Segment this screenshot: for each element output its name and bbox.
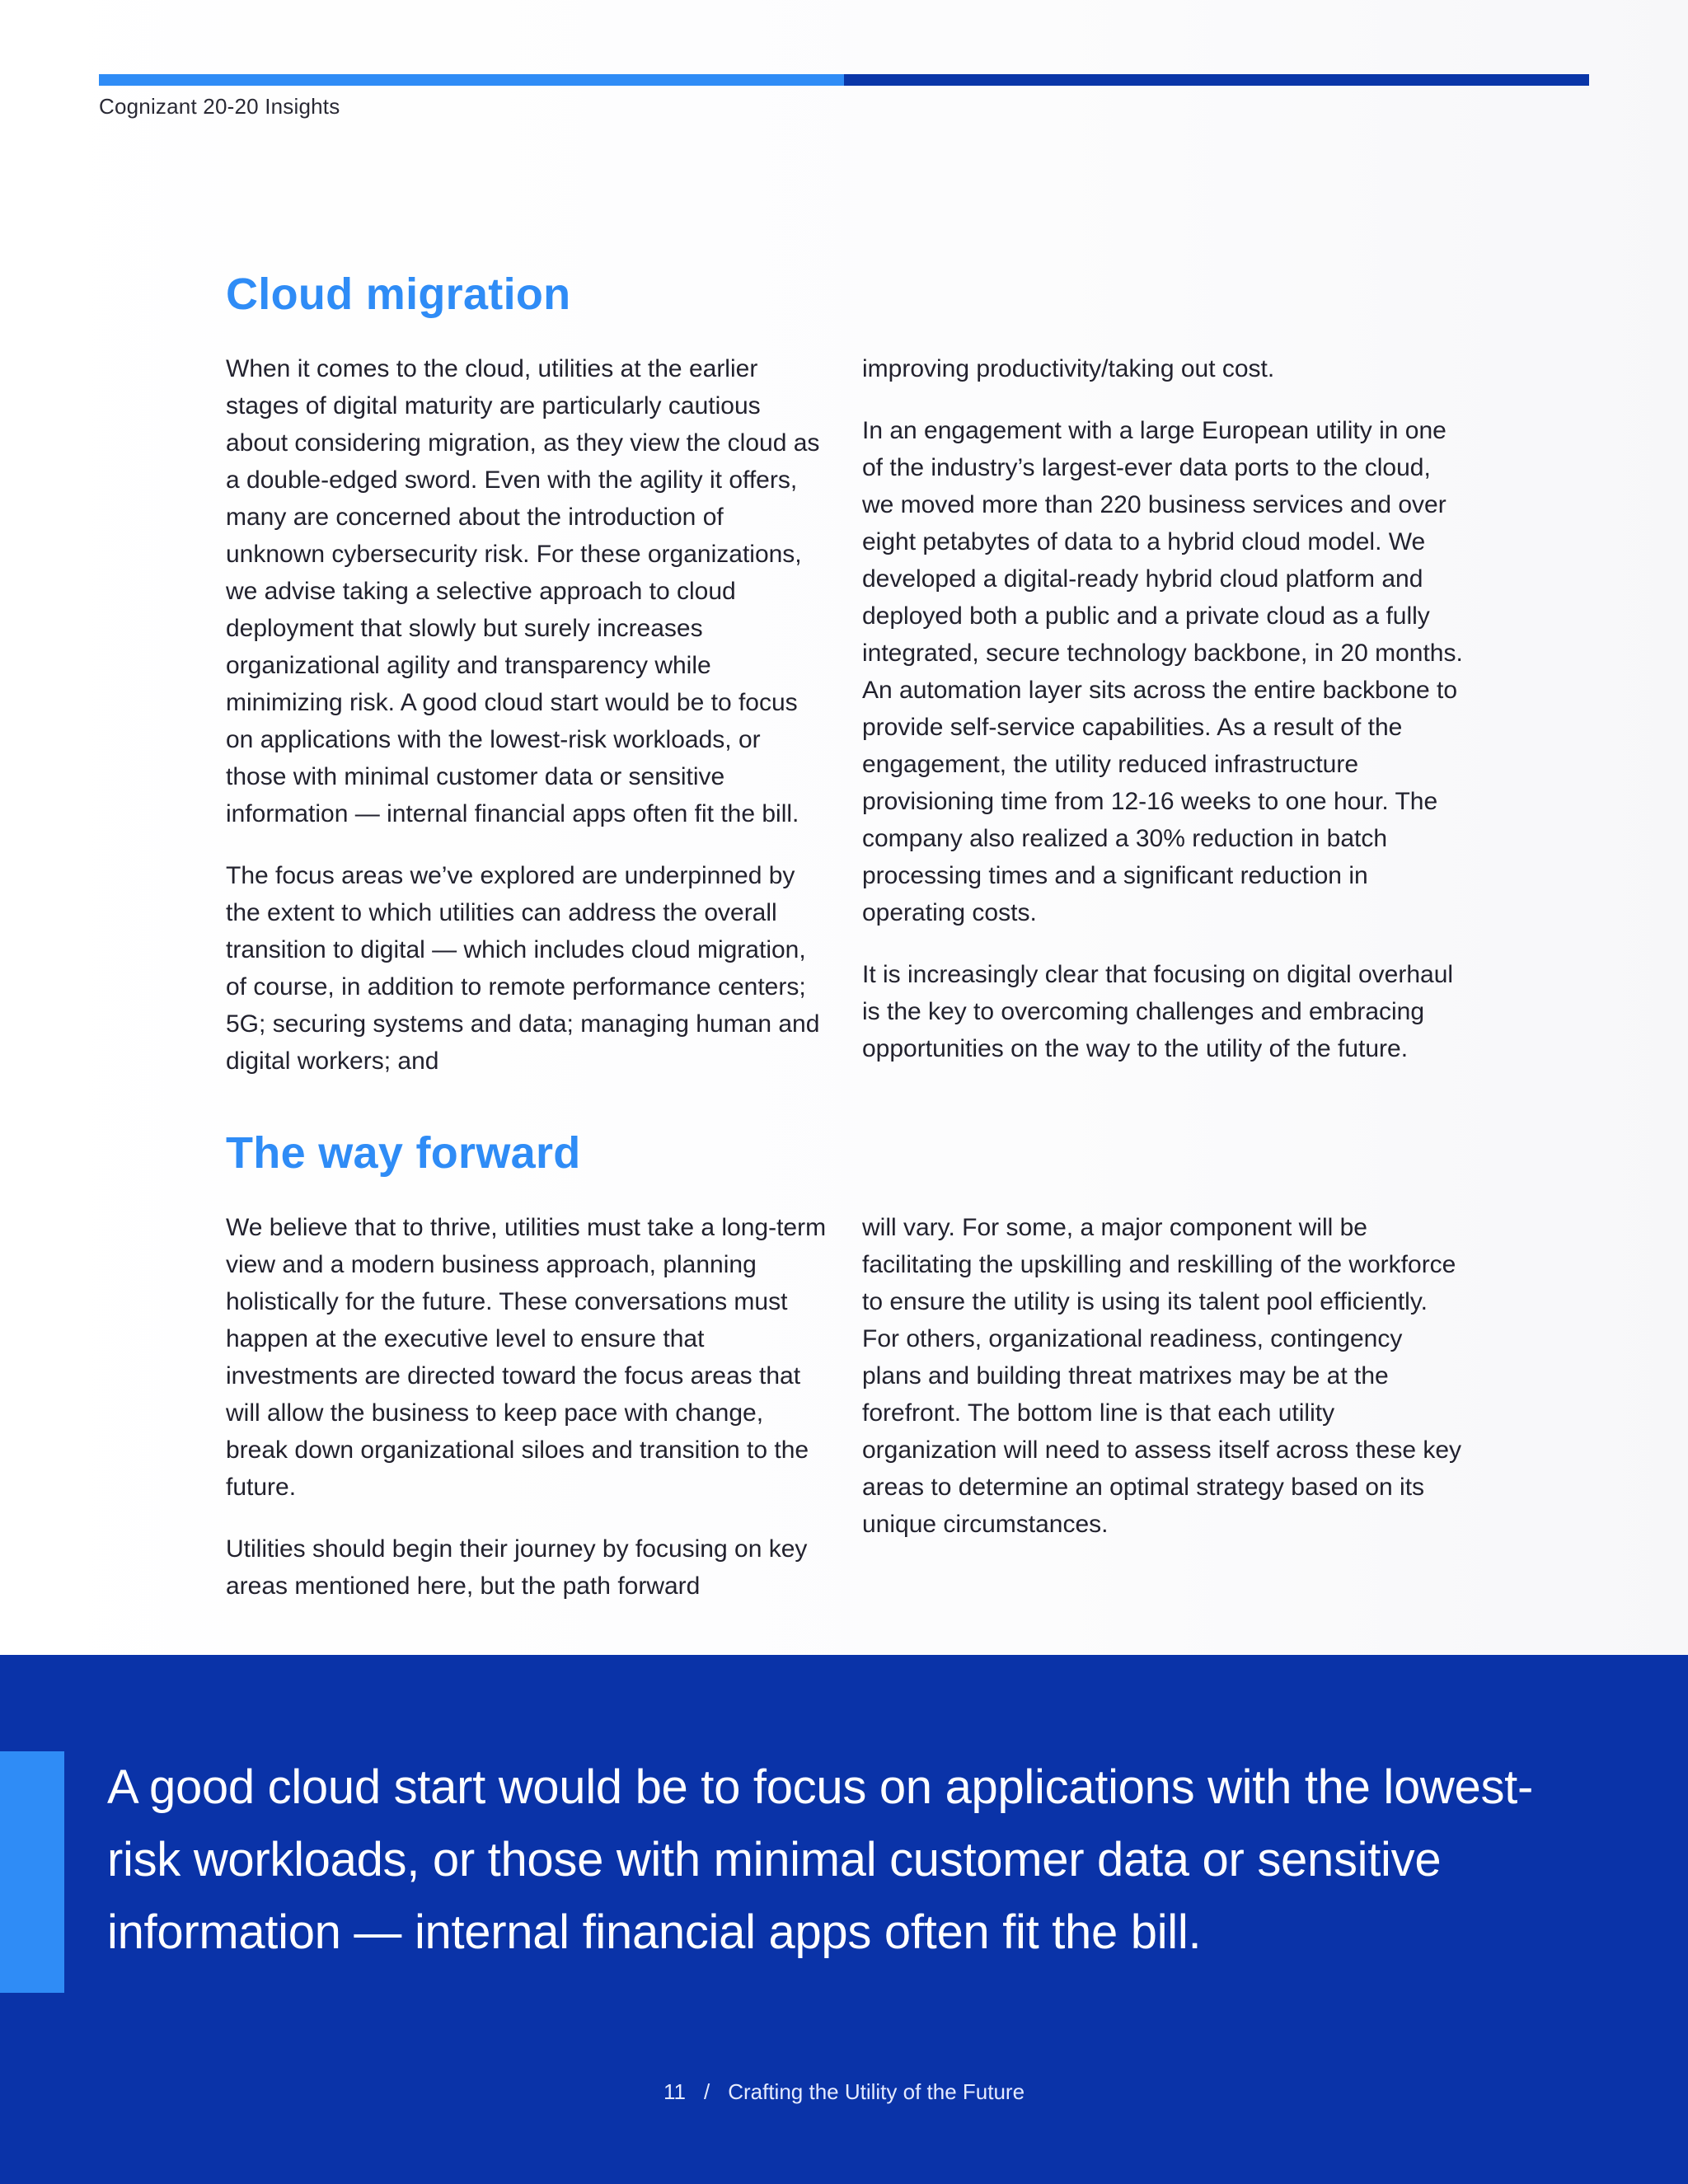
way-forward-right-column <box>862 1209 1464 1568</box>
paragraph: It is increasingly clear that focusing on digital overhaul is the key to overcoming challenges and embracing opportunities on the way to the utility of the future. <box>862 961 1454 1062</box>
section-heading-cloud-migration: Cloud migration <box>226 269 571 319</box>
page-footer <box>0 2079 1688 2105</box>
header-bar-light-blue <box>99 74 844 86</box>
pull-quote-accent-bar <box>0 1751 64 1993</box>
footer-separator: / <box>703 2079 710 2104</box>
publication-label: Cognizant 20-20 Insights <box>99 94 340 119</box>
section-heading-way-forward: The way forward <box>226 1128 581 1178</box>
paragraph: In an engagement with a large European utility in one of the industry’s largest-ever data ports to the cloud, we moved more than 220 business services and over eight petabytes of data to a hybrid cloud model. We developed a digital-ready hybrid cloud platform and deployed both a public and a private cloud as a fully integrated, secure technology backbone, in 20 months. An automation layer sits across the entire backbone to provide self-service capabilities. As a result of the engagement, the utility reduced infrastructure provisioning time from 12-16 weeks to one hour. The company also realized a 30% reduction in batch processing times and a significant reduction in operating costs. <box>862 417 1463 926</box>
paragraph: When it comes to the cloud, utilities at the earlier stages of digital maturity are particularly cautious about considering migration, as they view the cloud as a double-edged sword. Even with the agility it offers, many are concerned about the introduction of unknown cybersecurity risk. For these organizations, we advise taking a selective approach to cloud deployment that slowly but surely increases organizational agility and transparency while minimizing risk. A good cloud start would be to focus on applications with the lowest-risk workloads, or those with minimal customer data or sensitive information — internal financial apps often fit the bill. <box>226 355 820 827</box>
page-number: 11 <box>663 2079 686 2104</box>
paragraph: The focus areas we’ve explored are underpinned by the extent to which utilities can address the overall transition to digital — which includes cloud migration, of course, in addition to remote performance centers; 5G; securing systems and data; managing human and digital workers; and <box>226 862 820 1075</box>
paragraph: Utilities should begin their journey by focusing on key areas mentioned here, but the path forward <box>226 1535 808 1600</box>
paragraph: We believe that to thrive, utilities must take a long-term view and a modern business approach, planning holistically for the future. These conversations must happen at the executive level to ensure that investments are directed toward the focus areas that will allow the business to keep pace with change, break down organizational siloes and transition to the future. <box>226 1214 827 1501</box>
paragraph: improving productivity/taking out cost. <box>862 355 1275 382</box>
header-bar-dark-blue <box>844 74 1589 86</box>
paragraph: will vary. For some, a major component will be facilitating the upskilling and reskilling of the workforce to ensure the utility is using its talent pool efficiently. For others, organizational readiness, contingency plans and building threat matrixes may be at the forefront. The bottom line is that each utility organization will need to assess itself across these key areas to determine an optimal strategy based on its unique circumstances. <box>862 1214 1462 1538</box>
way-forward-left-column <box>226 1209 828 1629</box>
cloud-migration-right-column <box>862 350 1464 1092</box>
pull-quote-text: A good cloud start would be to focus on applications with the lowest-risk workloads, or those with minimal customer data or sensitive information — internal financial apps often fit the bill. <box>107 1760 1534 1959</box>
cloud-migration-left-column <box>226 350 828 1104</box>
document-title: Crafting the Utility of the Future <box>728 2079 1025 2104</box>
